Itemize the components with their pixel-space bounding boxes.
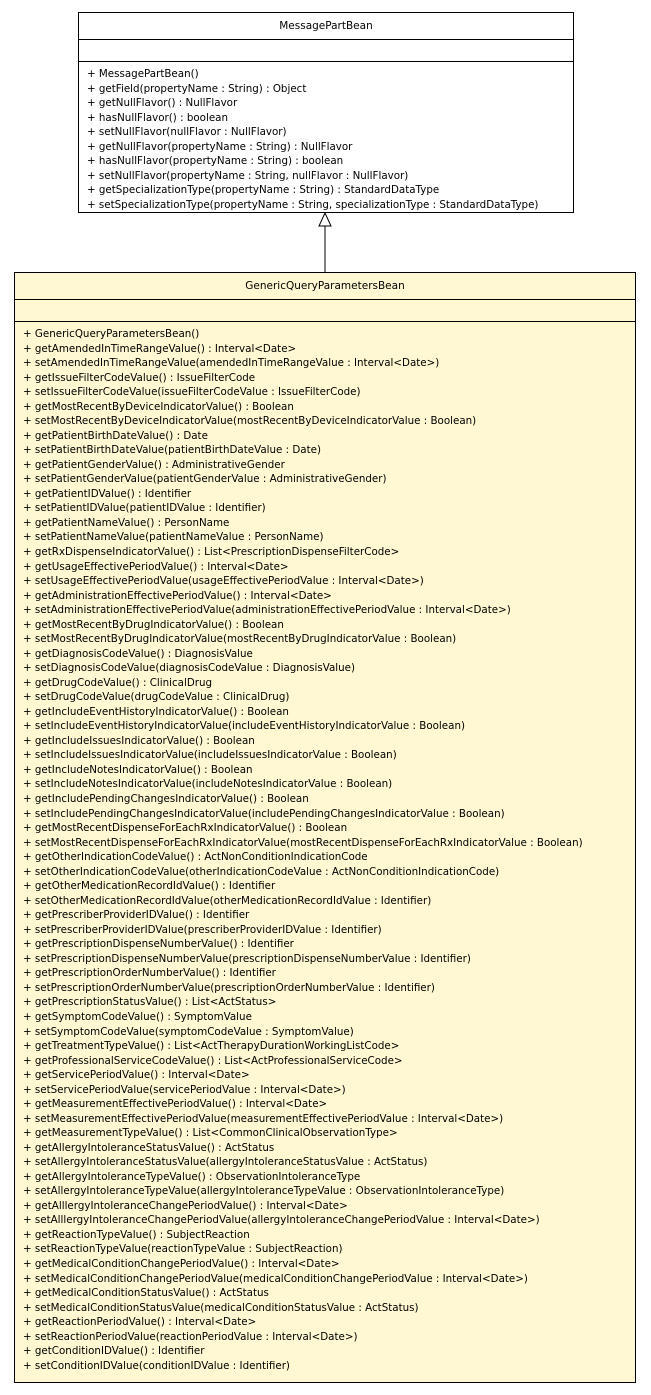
method-signature: + setReactionTypeValue(reactionTypeValue : SubjectReaction) <box>23 1243 343 1256</box>
method-signature: + getIncludeNotesIndicatorValue() : Boolean <box>23 763 253 776</box>
method-signature: + setAllergyIntoleranceTypeValue(allergyIntoleranceTypeValue : ObservationIntoleranceType) <box>23 1185 505 1198</box>
method-signature: + setPatientGenderValue(patientGenderValue : AdministrativeGender) <box>23 473 387 486</box>
method-signature: + GenericQueryParametersBean() <box>23 328 200 340</box>
method-signature: + getPatientBirthDateValue() : Date <box>23 429 208 442</box>
method-signature: + setConditionIDValue(conditionIDValue : Identifier) <box>23 1359 290 1372</box>
method-signature: + getAmendedInTimeRangeValue() : Interval<Date> <box>23 342 297 355</box>
method-signature: + getAllergyIntoleranceStatusValue() : ActStatus <box>23 1141 275 1154</box>
method-signature: + setMostRecentByDrugIndicatorValue(mostRecentByDrugIndicatorValue : Boolean) <box>23 633 457 646</box>
method-signature: + setMedicalConditionChangePeriodValue(medicalConditionChangePeriodValue : Interval<Date>) <box>23 1272 528 1285</box>
method-signature: + setSpecializationType(propertyName : String, specializationType : StandardDataType) <box>87 198 539 211</box>
method-signature: + getUsageEffectivePeriodValue() : Interval<Date> <box>23 560 289 573</box>
method-signature: + getPrescriptionOrderNumberValue() : Identifier <box>23 967 276 980</box>
method-signature: + getOtherMedicationRecordIdValue() : Identifier <box>23 880 276 893</box>
method-signature: + getField(propertyName : String) : Object <box>87 82 307 95</box>
method-signature: + getSymptomCodeValue() : SymptomValue <box>23 1010 252 1023</box>
method-signature: + getNullFlavor() : NullFlavor <box>87 97 238 110</box>
method-signature: + getIncludeEventHistoryIndicatorValue() : Boolean <box>23 705 289 718</box>
method-signature: + getPatientNameValue() : PersonName <box>23 516 230 529</box>
method-signature: + setMeasurementEffectivePeriodValue(measurementEffectivePeriodValue : Interval<Date>) <box>23 1112 504 1125</box>
method-signature: + getMedicalConditionChangePeriodValue() : Interval<Date> <box>23 1258 340 1270</box>
method-signature: + getMeasurementEffectivePeriodValue() : Interval<Date> <box>23 1098 328 1111</box>
method-signature: + getIncludeIssuesIndicatorValue() : Boolean <box>23 734 255 747</box>
method-signature: + setNullFlavor(nullFlavor : NullFlavor) <box>87 126 287 139</box>
method-signature: + getSpecializationType(propertyName : String) : StandardDataType <box>87 184 440 197</box>
method-signature: + setServicePeriodValue(servicePeriodValue : Interval<Date>) <box>23 1083 346 1096</box>
method-signature: + getConditionIDValue() : Identifier <box>23 1345 205 1358</box>
method-signature: + setIncludeIssuesIndicatorValue(includeIssuesIndicatorValue : Boolean) <box>23 749 397 762</box>
method-signature: + setIncludePendingChangesIndicatorValue(includePendingChangesIndicatorValue : Boolean) <box>23 807 505 820</box>
method-signature: + setPatientIDValue(patientIDValue : Identifier) <box>23 502 266 515</box>
method-signature: + setReactionPeriodValue(reactionPeriodValue : Interval<Date>) <box>23 1330 358 1343</box>
method-signature: + getPrescriptionDispenseNumberValue() : Identifier <box>23 938 294 951</box>
method-signature: + getAllergyIntoleranceTypeValue() : ObservationIntoleranceType <box>23 1170 361 1183</box>
class-name: MessagePartBean <box>79 13 573 40</box>
method-signature: + getProfessionalServiceCodeValue() : List<ActProfessionalServiceCode> <box>23 1054 403 1067</box>
attributes-compartment <box>15 300 635 322</box>
method-signature: + getMedicalConditionStatusValue() : ActStatus <box>23 1287 269 1300</box>
method-signature: + getDrugCodeValue() : ClinicalDrug <box>23 676 213 689</box>
method-signature: + setPrescriberProviderIDValue(prescriberProviderIDValue : Identifier) <box>23 923 382 936</box>
method-signature: + hasNullFlavor() : boolean <box>87 111 228 124</box>
methods-compartment <box>15 322 635 1373</box>
method-signature: + getDiagnosisCodeValue() : DiagnosisValue <box>23 647 253 660</box>
class-name: GenericQueryParametersBean <box>15 273 635 300</box>
method-signature: + getPatientGenderValue() : AdministrativeGender <box>23 458 285 471</box>
method-signature: + getIncludePendingChangesIndicatorValue() : Boolean <box>23 793 309 805</box>
method-signature: + getOtherIndicationCodeValue() : ActNonConditionIndicationCode <box>23 851 368 864</box>
method-signature: + getAlllergyIntoleranceChangePeriodValue() : Interval<Date> <box>23 1199 348 1212</box>
method-signature: + setPrescriptionDispenseNumberValue(prescriptionDispenseNumberValue : Identifier) <box>23 952 471 965</box>
method-signature: + setOtherIndicationCodeValue(otherIndicationCodeValue : ActNonConditionIndicationCode) <box>23 865 500 878</box>
method-signature: + getReactionTypeValue() : SubjectReaction <box>23 1228 250 1241</box>
method-signature: + getServicePeriodValue() : Interval<Date> <box>23 1069 250 1082</box>
method-signature: + setSymptomCodeValue(symptomCodeValue : SymptomValue) <box>23 1025 354 1038</box>
method-signature: + setAdministrationEffectivePeriodValue(administrationEffectivePeriodValue : Interval<Date>) <box>23 604 511 617</box>
method-signature: + getMostRecentByDeviceIndicatorValue() : Boolean <box>23 400 294 413</box>
method-signature: + setDrugCodeValue(drugCodeValue : ClinicalDrug) <box>23 691 290 704</box>
method-signature: + setAlllergyIntoleranceChangePeriodValue(allergyIntoleranceChangePeriodValue : Interval<Date>) <box>23 1214 540 1227</box>
method-signature: + getAdministrationEffectivePeriodValue() : Interval<Date> <box>23 589 332 602</box>
method-signature: + getPatientIDValue() : Identifier <box>23 487 192 500</box>
method-signature: + setAllergyIntoleranceStatusValue(allergyIntoleranceStatusValue : ActStatus) <box>23 1156 428 1169</box>
method-signature: + setPrescriptionOrderNumberValue(prescriptionOrderNumberValue : Identifier) <box>23 981 435 994</box>
method-signature: + setIssueFilterCodeValue(issueFilterCodeValue : IssueFilterCode) <box>23 386 361 399</box>
hollow-triangle-arrowhead <box>319 213 331 226</box>
method-signature: + setIncludeEventHistoryIndicatorValue(includeEventHistoryIndicatorValue : Boolean) <box>23 720 465 733</box>
method-signature: + getRxDispenseIndicatorValue() : List<PrescriptionDispenseFilterCode> <box>23 545 400 558</box>
method-signature: + getReactionPeriodValue() : Interval<Date> <box>23 1316 257 1329</box>
method-signature: + setMostRecentByDeviceIndicatorValue(mostRecentByDeviceIndicatorValue : Boolean) <box>23 415 477 428</box>
method-signature: + getNullFlavor(propertyName : String) : NullFlavor <box>87 140 353 153</box>
method-signature: + setDiagnosisCodeValue(diagnosisCodeValue : DiagnosisValue) <box>23 662 355 675</box>
method-signature: + getMostRecentByDrugIndicatorValue() : Boolean <box>23 618 284 631</box>
method-signature: + setIncludeNotesIndicatorValue(includeNotesIndicatorValue : Boolean) <box>23 778 393 791</box>
method-signature: + setMostRecentDispenseForEachRxIndicatorValue(mostRecentDispenseForEachRxIndicatorValue : Boolean) <box>23 836 583 849</box>
method-signature: + setMedicalConditionStatusValue(medicalConditionStatusValue : ActStatus) <box>23 1301 419 1314</box>
method-signature: + setOtherMedicationRecordIdValue(otherMedicationRecordIdValue : Identifier) <box>23 894 432 907</box>
method-signature: + getMeasurementTypeValue() : List<CommonClinicalObservationType> <box>23 1127 398 1140</box>
method-signature: + getMostRecentDispenseForEachRxIndicatorValue() : Boolean <box>23 822 348 835</box>
method-signature: + getPrescriptionStatusValue() : List<ActStatus> <box>23 996 277 1009</box>
method-signature: + setPatientBirthDateValue(patientBirthDateValue : Date) <box>23 444 322 457</box>
class-box-generic-query-parameters-bean <box>14 272 636 1383</box>
method-signature: + setAmendedInTimeRangeValue(amendedInTimeRangeValue : Interval<Date>) <box>23 357 440 370</box>
method-signature: + setPatientNameValue(patientNameValue : PersonName) <box>23 531 324 544</box>
method-signature: + setUsageEffectivePeriodValue(usageEffectivePeriodValue : Interval<Date>) <box>23 575 424 588</box>
method-signature: + setNullFlavor(propertyName : String, nullFlavor : NullFlavor) <box>87 169 409 182</box>
method-signature: + hasNullFlavor(propertyName : String) : boolean <box>87 155 344 168</box>
method-signature: + getIssueFilterCodeValue() : IssueFilterCode <box>23 371 256 384</box>
method-signature: + getPrescriberProviderIDValue() : Identifier <box>23 909 250 922</box>
method-signature: + MessagePartBean() <box>87 68 199 80</box>
method-signature: + getTreatmentTypeValue() : List<ActTherapyDurationWorkingListCode> <box>23 1040 400 1053</box>
